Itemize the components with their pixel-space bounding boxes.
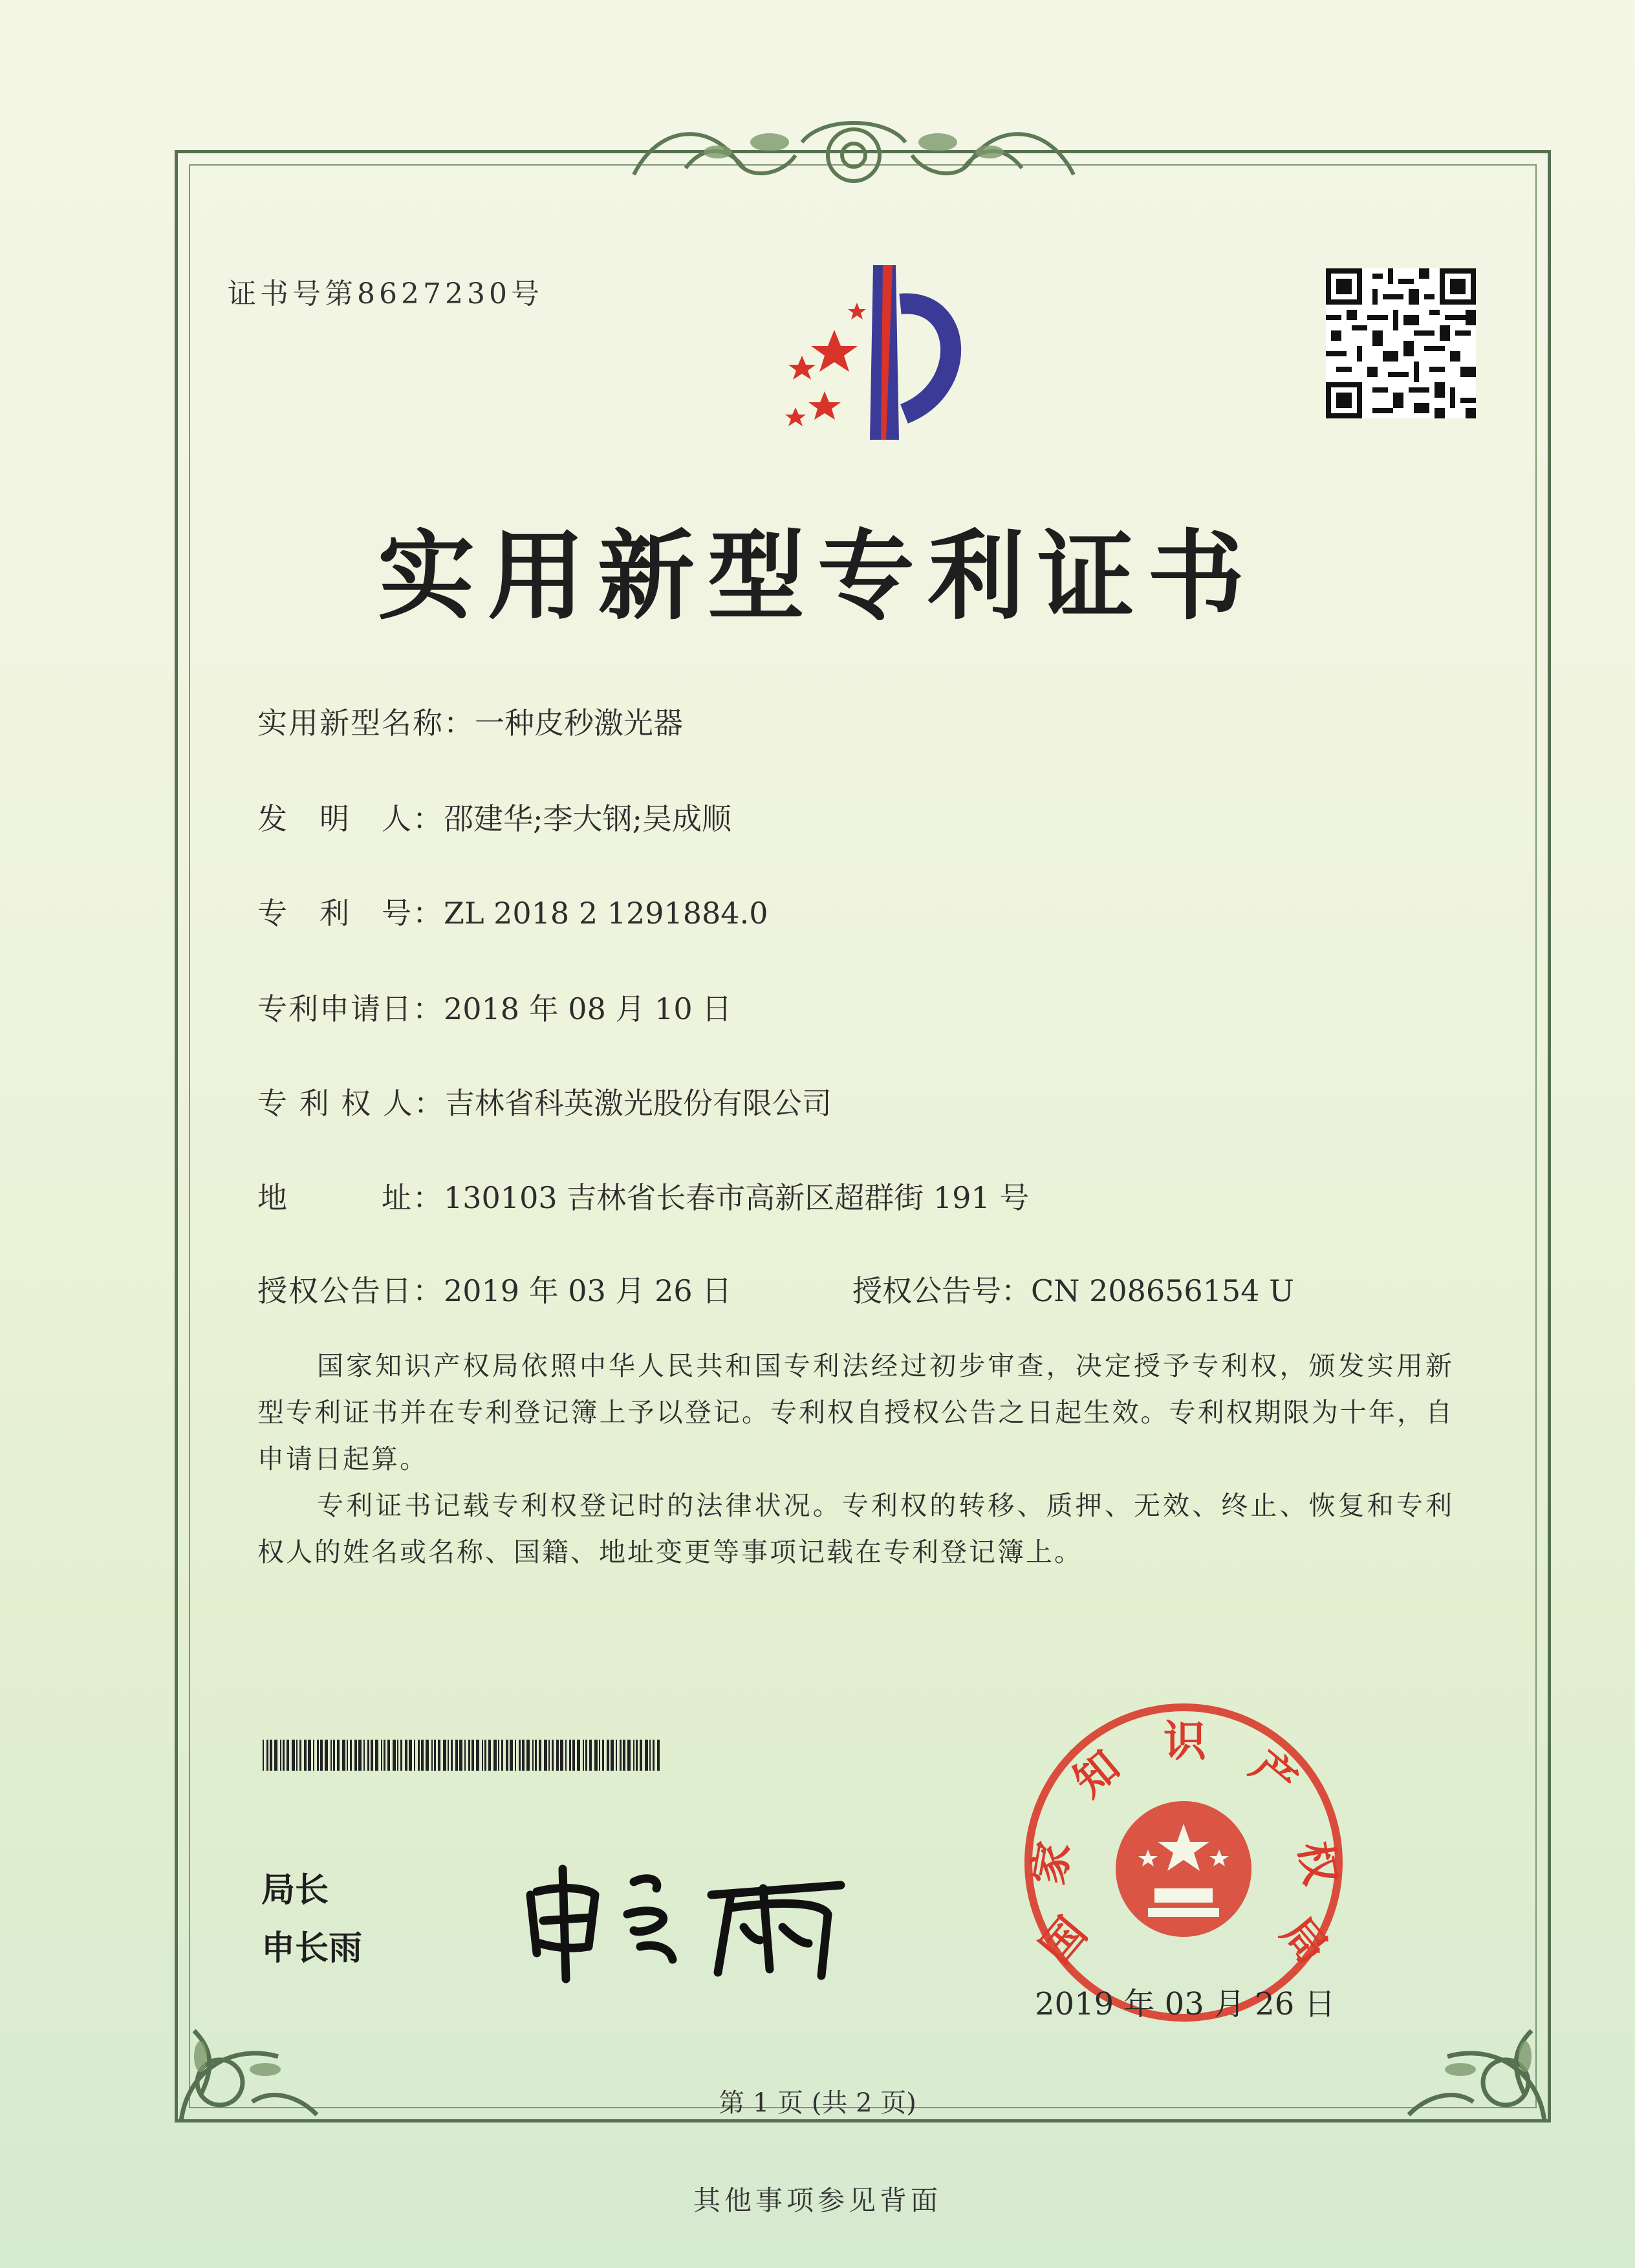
field-label: 授权公告号：	[852, 1273, 1031, 1308]
paragraph-grant-statement: 国家知识产权局依照中华人民共和国专利法经过初步审查，决定授予专利权，颁发实用新型专利证书并在专利登记簿上予以登记。专利权自授权公告之日起生效。专利权期限为十年，自申请日起算。	[257, 1350, 1454, 1474]
field-label: 专 利 号：	[257, 896, 444, 931]
field-address	[257, 1174, 1029, 1217]
field-filing-date	[257, 986, 731, 1028]
field-value: 一种皮秒激光器	[475, 706, 683, 740]
certificate-number: 证书号第8627230号	[228, 277, 543, 310]
field-label: 授权公告日：	[257, 1273, 444, 1308]
field-value: CN 208656154 U	[1031, 1273, 1294, 1308]
svg-text:局: 局	[1272, 1907, 1338, 1973]
field-label: 地 址：	[257, 1180, 444, 1215]
qr-code-icon	[1326, 268, 1476, 418]
field-value: 2018 年 08 月 10 日	[444, 991, 732, 1026]
director-title: 局长	[261, 1871, 329, 1910]
director-signature	[517, 1856, 854, 1985]
field-inventor	[257, 795, 731, 838]
certificate-title: 实用新型专利证书	[377, 521, 1257, 633]
field-label: 专 利 权 人：	[257, 1086, 445, 1121]
svg-text:国: 国	[1030, 1907, 1097, 1973]
page-number: 第 1 页 (共 2 页)	[719, 2088, 916, 2118]
field-patent-number	[257, 890, 768, 933]
field-value: 130103 吉林省长春市高新区超群街 191 号	[444, 1180, 1030, 1215]
field-grant-date	[257, 1268, 731, 1310]
top-ornament-icon	[621, 97, 1087, 194]
field-patentee	[257, 1080, 832, 1123]
footer-note: 其他事项参见背面	[693, 2185, 942, 2216]
director-name: 申长雨	[261, 1929, 363, 1968]
svg-text:家: 家	[1023, 1837, 1080, 1889]
svg-text:知: 知	[1063, 1740, 1129, 1807]
paragraph-legal-status: 专利证书记载专利权登记时的法律状况。专利权的转移、质押、无效、终止、恢复和专利权人的姓名或名称、国籍、地址变更等事项记载在专利登记簿上。	[257, 1490, 1454, 1568]
field-value: 邵建华;李大钢;吴成顺	[444, 801, 731, 836]
field-label: 实用新型名称：	[257, 706, 475, 740]
field-label: 专利申请日：	[257, 991, 444, 1026]
field-grant-publication-number	[852, 1268, 1294, 1310]
field-value: 吉林省科英激光股份有限公司	[444, 1086, 832, 1121]
field-utility-model-name	[257, 700, 683, 742]
cnipa-logo-icon	[737, 259, 983, 446]
field-value: ZL 2018 2 1291884.0	[444, 896, 768, 931]
svg-text:识: 识	[1164, 1716, 1206, 1766]
barcode-icon	[263, 1740, 664, 1771]
svg-text:权: 权	[1289, 1837, 1347, 1889]
field-value: 2019 年 03 月 26 日	[444, 1273, 732, 1308]
seal-date: 2019 年 03 月 26 日	[1035, 1986, 1336, 2022]
field-label: 发 明 人：	[257, 801, 444, 836]
svg-text:产: 产	[1241, 1740, 1307, 1807]
